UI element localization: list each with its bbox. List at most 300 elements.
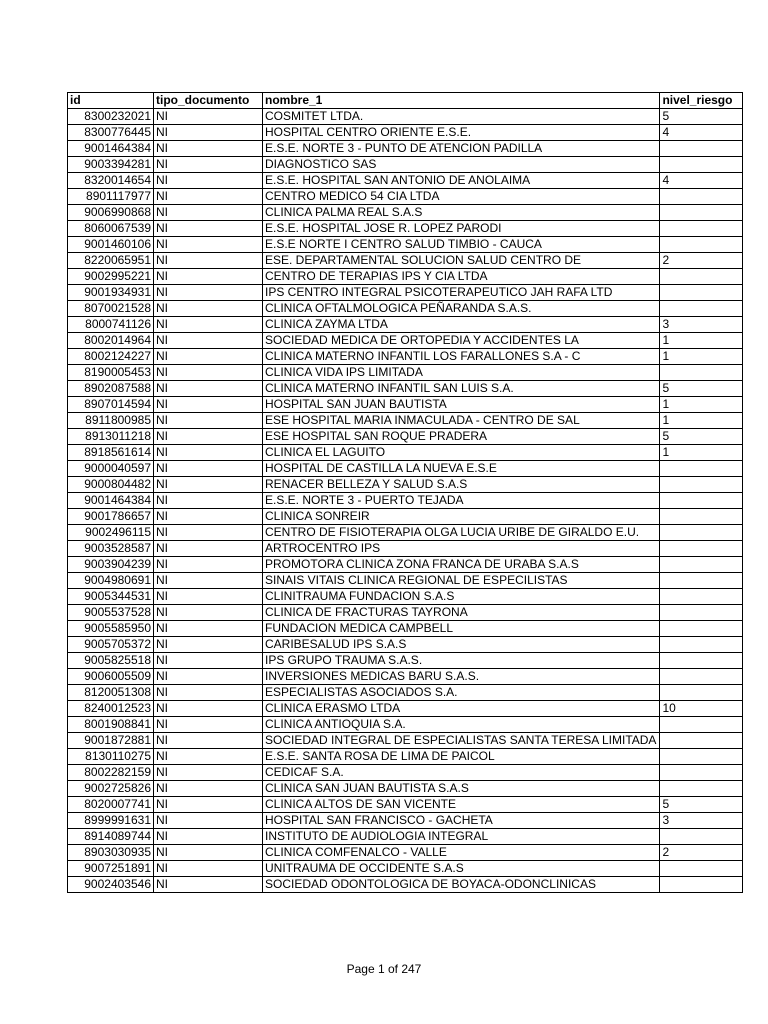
cell-id: 9000804482 bbox=[68, 477, 154, 493]
cell-id: 9002496115 bbox=[68, 525, 154, 541]
table-row bbox=[68, 605, 743, 621]
cell-id: 9003528587 bbox=[68, 541, 154, 557]
cell-nombre bbox=[263, 621, 660, 637]
cell-nombre-text: CEDICAF S.A. bbox=[265, 765, 344, 779]
cell-nombre-text: INVERSIONES MEDICAS BARU S.A.S. bbox=[265, 669, 480, 683]
table-row bbox=[68, 781, 743, 797]
cell-nombre-text: CARIBESALUD IPS S.A.S bbox=[265, 637, 407, 651]
cell-tipo-documento: NI bbox=[154, 205, 263, 221]
cell-nombre bbox=[263, 605, 660, 621]
data-sheet bbox=[67, 92, 743, 893]
cell-nivel-riesgo bbox=[660, 141, 743, 157]
cell-id: 8002282159 bbox=[68, 765, 154, 781]
cell-id: 9006005509 bbox=[68, 669, 154, 685]
cell-tipo-documento: NI bbox=[154, 861, 263, 877]
cell-tipo-documento: NI bbox=[154, 621, 263, 637]
cell-nivel-riesgo bbox=[660, 269, 743, 285]
table-row bbox=[68, 797, 743, 813]
cell-tipo-documento: NI bbox=[154, 125, 263, 141]
cell-nombre bbox=[263, 269, 660, 285]
cell-nivel-riesgo bbox=[660, 861, 743, 877]
cell-nombre-text: HOSPITAL DE CASTILLA LA NUEVA E.S.E bbox=[265, 461, 497, 475]
cell-tipo-documento: NI bbox=[154, 797, 263, 813]
cell-nombre bbox=[263, 237, 660, 253]
cell-nombre bbox=[263, 157, 660, 173]
cell-nombre-text: CENTRO DE FISIOTERAPIA OLGA LUCIA URIBE DE GIRALDO E.U. bbox=[265, 525, 640, 539]
cell-nombre bbox=[263, 845, 660, 861]
table-row bbox=[68, 493, 743, 509]
cell-id: 8001908841 bbox=[68, 717, 154, 733]
cell-nombre-text: SOCIEDAD ODONTOLOGICA DE BOYACA-ODONCLINICAS bbox=[265, 877, 596, 891]
cell-nivel-riesgo bbox=[660, 653, 743, 669]
cell-nombre-text: CLINICA SAN JUAN BAUTISTA S.A.S bbox=[265, 781, 469, 795]
cell-nombre bbox=[263, 477, 660, 493]
cell-nombre bbox=[263, 205, 660, 221]
cell-id: 8190005453 bbox=[68, 365, 154, 381]
cell-tipo-documento: NI bbox=[154, 845, 263, 861]
cell-nivel-riesgo: 5 bbox=[660, 429, 743, 445]
table-row bbox=[68, 621, 743, 637]
cell-nivel-riesgo: 3 bbox=[660, 317, 743, 333]
cell-id: 8901117977 bbox=[68, 189, 154, 205]
cell-nivel-riesgo bbox=[660, 157, 743, 173]
cell-nombre-text: FUNDACION MEDICA CAMPBELL bbox=[265, 621, 454, 635]
cell-tipo-documento: NI bbox=[154, 525, 263, 541]
cell-id: 9007251891 bbox=[68, 861, 154, 877]
cell-nivel-riesgo bbox=[660, 765, 743, 781]
table-row bbox=[68, 237, 743, 253]
cell-nivel-riesgo: 1 bbox=[660, 397, 743, 413]
cell-nivel-riesgo bbox=[660, 717, 743, 733]
header-tipo-documento: tipo_documento bbox=[154, 93, 263, 109]
cell-nivel-riesgo: 5 bbox=[660, 109, 743, 125]
cell-tipo-documento: NI bbox=[154, 685, 263, 701]
cell-id: 8020007741 bbox=[68, 797, 154, 813]
cell-id: 9002995221 bbox=[68, 269, 154, 285]
cell-id: 8903030935 bbox=[68, 845, 154, 861]
table-row bbox=[68, 269, 743, 285]
table-row bbox=[68, 381, 743, 397]
cell-nombre-text: CLINICA OFTALMOLOGICA PEÑARANDA S.A.S. bbox=[265, 301, 532, 315]
table-row bbox=[68, 221, 743, 237]
cell-nombre bbox=[263, 173, 660, 189]
cell-nombre bbox=[263, 813, 660, 829]
cell-nombre bbox=[263, 493, 660, 509]
cell-tipo-documento: NI bbox=[154, 605, 263, 621]
table-row bbox=[68, 733, 743, 749]
cell-tipo-documento: NI bbox=[154, 701, 263, 717]
cell-nombre-text: CLINICA SONREIR bbox=[265, 509, 370, 523]
cell-nivel-riesgo bbox=[660, 301, 743, 317]
table-row bbox=[68, 861, 743, 877]
cell-nombre-text: E.S.E. SANTA ROSA DE LIMA DE PAICOL bbox=[265, 749, 495, 763]
cell-id: 8999991631 bbox=[68, 813, 154, 829]
cell-nombre-text: CLINITRAUMA FUNDACION S.A.S bbox=[265, 589, 455, 603]
cell-nombre bbox=[263, 397, 660, 413]
cell-nivel-riesgo bbox=[660, 621, 743, 637]
cell-id: 8060067539 bbox=[68, 221, 154, 237]
cell-nombre bbox=[263, 701, 660, 717]
cell-nombre bbox=[263, 797, 660, 813]
cell-nivel-riesgo: 10 bbox=[660, 701, 743, 717]
table-row bbox=[68, 589, 743, 605]
table-row bbox=[68, 253, 743, 269]
cell-id: 8911800985 bbox=[68, 413, 154, 429]
cell-nombre-text: HOSPITAL SAN JUAN BAUTISTA bbox=[265, 397, 447, 411]
cell-id: 9001464384 bbox=[68, 493, 154, 509]
cell-nivel-riesgo bbox=[660, 733, 743, 749]
cell-nombre bbox=[263, 317, 660, 333]
cell-id: 9000040597 bbox=[68, 461, 154, 477]
cell-id: 8000741126 bbox=[68, 317, 154, 333]
table-row bbox=[68, 365, 743, 381]
cell-nombre bbox=[263, 557, 660, 573]
cell-tipo-documento: NI bbox=[154, 285, 263, 301]
cell-tipo-documento: NI bbox=[154, 413, 263, 429]
cell-nombre bbox=[263, 509, 660, 525]
cell-tipo-documento: NI bbox=[154, 301, 263, 317]
table-row bbox=[68, 397, 743, 413]
cell-tipo-documento: NI bbox=[154, 173, 263, 189]
cell-nivel-riesgo: 1 bbox=[660, 413, 743, 429]
cell-nombre-text: CLINICA EL LAGUITO bbox=[265, 445, 386, 459]
cell-nombre bbox=[263, 877, 660, 893]
cell-nivel-riesgo bbox=[660, 605, 743, 621]
table-row bbox=[68, 413, 743, 429]
table-row bbox=[68, 125, 743, 141]
cell-nombre-text: RENACER BELLEZA Y SALUD S.A.S bbox=[265, 477, 468, 491]
cell-nombre-text: CLINICA VIDA IPS LIMITADA bbox=[265, 365, 423, 379]
cell-nombre bbox=[263, 125, 660, 141]
cell-tipo-documento: NI bbox=[154, 461, 263, 477]
cell-tipo-documento: NI bbox=[154, 573, 263, 589]
cell-id: 9005585950 bbox=[68, 621, 154, 637]
cell-id: 9005825518 bbox=[68, 653, 154, 669]
cell-nivel-riesgo: 5 bbox=[660, 797, 743, 813]
cell-id: 8902087588 bbox=[68, 381, 154, 397]
cell-tipo-documento: NI bbox=[154, 765, 263, 781]
cell-nivel-riesgo bbox=[660, 365, 743, 381]
cell-id: 8240012523 bbox=[68, 701, 154, 717]
cell-id: 9001464384 bbox=[68, 141, 154, 157]
cell-nombre bbox=[263, 589, 660, 605]
cell-nivel-riesgo: 2 bbox=[660, 845, 743, 861]
cell-nombre-text: E.S.E. NORTE 3 - PUERTO TEJADA bbox=[265, 493, 464, 507]
cell-nombre-text: CLINICA MATERNO INFANTIL LOS FARALLONES S.A - C bbox=[265, 349, 581, 363]
cell-nombre-text: ESPECIALISTAS ASOCIADOS S.A. bbox=[265, 685, 458, 699]
cell-id: 9005344531 bbox=[68, 589, 154, 605]
cell-id: 9001460106 bbox=[68, 237, 154, 253]
table-row bbox=[68, 333, 743, 349]
cell-nivel-riesgo bbox=[660, 189, 743, 205]
table-row bbox=[68, 141, 743, 157]
cell-nombre bbox=[263, 285, 660, 301]
cell-id: 9001786657 bbox=[68, 509, 154, 525]
cell-id: 8918561614 bbox=[68, 445, 154, 461]
table-row bbox=[68, 669, 743, 685]
cell-nombre-text: DIAGNOSTICO SAS bbox=[265, 157, 377, 171]
table-row bbox=[68, 829, 743, 845]
header-nombre: nombre_1 bbox=[263, 93, 660, 109]
table-row bbox=[68, 701, 743, 717]
cell-nivel-riesgo: 4 bbox=[660, 125, 743, 141]
cell-nombre-text: SINAIS VITAIS CLINICA REGIONAL DE ESPECILISTAS bbox=[265, 573, 568, 587]
cell-tipo-documento: NI bbox=[154, 429, 263, 445]
table-row bbox=[68, 173, 743, 189]
cell-tipo-documento: NI bbox=[154, 221, 263, 237]
cell-nombre-text: HOSPITAL CENTRO ORIENTE E.S.E. bbox=[265, 125, 472, 139]
table-row bbox=[68, 845, 743, 861]
cell-nivel-riesgo bbox=[660, 669, 743, 685]
cell-nivel-riesgo bbox=[660, 221, 743, 237]
cell-nivel-riesgo bbox=[660, 285, 743, 301]
cell-nombre bbox=[263, 717, 660, 733]
cell-nivel-riesgo bbox=[660, 493, 743, 509]
cell-nivel-riesgo bbox=[660, 525, 743, 541]
table-row bbox=[68, 637, 743, 653]
cell-nivel-riesgo: 2 bbox=[660, 253, 743, 269]
cell-tipo-documento: NI bbox=[154, 749, 263, 765]
cell-tipo-documento: NI bbox=[154, 157, 263, 173]
cell-nivel-riesgo: 4 bbox=[660, 173, 743, 189]
cell-id: 9002403546 bbox=[68, 877, 154, 893]
cell-nombre-text: CENTRO MEDICO 54 CIA LTDA bbox=[265, 189, 440, 203]
cell-nivel-riesgo: 5 bbox=[660, 381, 743, 397]
cell-nombre-text: COSMITET LTDA. bbox=[265, 109, 364, 123]
table-row bbox=[68, 349, 743, 365]
cell-nombre bbox=[263, 861, 660, 877]
cell-nombre bbox=[263, 381, 660, 397]
cell-nombre bbox=[263, 573, 660, 589]
cell-nivel-riesgo bbox=[660, 829, 743, 845]
cell-tipo-documento: NI bbox=[154, 237, 263, 253]
cell-id: 9005537528 bbox=[68, 605, 154, 621]
cell-nombre-text: CENTRO DE TERAPIAS IPS Y CIA LTDA bbox=[265, 269, 488, 283]
cell-id: 9002725826 bbox=[68, 781, 154, 797]
cell-nombre-text: ARTROCENTRO IPS bbox=[265, 541, 381, 555]
cell-tipo-documento: NI bbox=[154, 445, 263, 461]
cell-tipo-documento: NI bbox=[154, 381, 263, 397]
page-footer: Page 1 of 247 bbox=[346, 962, 422, 976]
cell-tipo-documento: NI bbox=[154, 317, 263, 333]
cell-nivel-riesgo: 1 bbox=[660, 333, 743, 349]
cell-tipo-documento: NI bbox=[154, 733, 263, 749]
cell-nivel-riesgo bbox=[660, 685, 743, 701]
cell-nombre-text: IPS CENTRO INTEGRAL PSICOTERAPEUTICO JAH RAFA LTD bbox=[265, 285, 613, 299]
cell-nombre bbox=[263, 189, 660, 205]
cell-tipo-documento: NI bbox=[154, 829, 263, 845]
cell-nombre-text: ESE HOSPITAL MARIA INMACULADA - CENTRO DE SAL bbox=[265, 413, 580, 427]
table-row bbox=[68, 765, 743, 781]
cell-tipo-documento: NI bbox=[154, 877, 263, 893]
cell-id: 9005705372 bbox=[68, 637, 154, 653]
cell-tipo-documento: NI bbox=[154, 541, 263, 557]
cell-nivel-riesgo bbox=[660, 557, 743, 573]
header-row bbox=[68, 93, 743, 109]
cell-tipo-documento: NI bbox=[154, 253, 263, 269]
cell-tipo-documento: NI bbox=[154, 589, 263, 605]
cell-id: 9003904239 bbox=[68, 557, 154, 573]
table-row bbox=[68, 877, 743, 893]
cell-nombre-text: E.S.E. NORTE 3 - PUNTO DE ATENCION PADILLA bbox=[265, 141, 543, 155]
cell-tipo-documento: NI bbox=[154, 269, 263, 285]
cell-nombre bbox=[263, 525, 660, 541]
cell-nombre bbox=[263, 429, 660, 445]
table-row bbox=[68, 541, 743, 557]
cell-nivel-riesgo bbox=[660, 461, 743, 477]
cell-nombre-text: SOCIEDAD INTEGRAL DE ESPECIALISTAS SANTA TERESA LIMITADA bbox=[265, 733, 657, 747]
cell-nombre-text: CLINICA COMFENALCO - VALLE bbox=[265, 845, 447, 859]
cell-tipo-documento: NI bbox=[154, 813, 263, 829]
cell-tipo-documento: NI bbox=[154, 493, 263, 509]
cell-nombre-text: CLINICA ERASMO LTDA bbox=[265, 701, 401, 715]
table-row bbox=[68, 317, 743, 333]
table-row bbox=[68, 301, 743, 317]
cell-nombre-text: ESE. DEPARTAMENTAL SOLUCION SALUD CENTRO DE bbox=[265, 253, 582, 267]
cell-nombre-text: ESE HOSPITAL SAN ROQUE PRADERA bbox=[265, 429, 488, 443]
table-row bbox=[68, 525, 743, 541]
cell-nivel-riesgo bbox=[660, 573, 743, 589]
cell-tipo-documento: NI bbox=[154, 781, 263, 797]
cell-id: 8002014964 bbox=[68, 333, 154, 349]
table-row bbox=[68, 653, 743, 669]
cell-tipo-documento: NI bbox=[154, 717, 263, 733]
cell-nombre bbox=[263, 461, 660, 477]
cell-nombre-text: E.S.E NORTE I CENTRO SALUD TIMBIO - CAUCA bbox=[265, 237, 542, 251]
cell-id: 8002124227 bbox=[68, 349, 154, 365]
table-row bbox=[68, 749, 743, 765]
cell-nivel-riesgo bbox=[660, 541, 743, 557]
cell-nivel-riesgo: 3 bbox=[660, 813, 743, 829]
cell-nivel-riesgo bbox=[660, 509, 743, 525]
cell-tipo-documento: NI bbox=[154, 557, 263, 573]
cell-nivel-riesgo bbox=[660, 237, 743, 253]
cell-id: 8300776445 bbox=[68, 125, 154, 141]
cell-nombre-text: UNITRAUMA DE OCCIDENTE S.A.S bbox=[265, 861, 464, 875]
cell-nombre-text: E.S.E. HOSPITAL SAN ANTONIO DE ANOLAIMA bbox=[265, 173, 531, 187]
table-row bbox=[68, 717, 743, 733]
cell-tipo-documento: NI bbox=[154, 333, 263, 349]
cell-nombre-text: CLINICA MATERNO INFANTIL SAN LUIS S.A. bbox=[265, 381, 514, 395]
cell-tipo-documento: NI bbox=[154, 477, 263, 493]
cell-nombre bbox=[263, 765, 660, 781]
cell-nombre bbox=[263, 749, 660, 765]
cell-nivel-riesgo bbox=[660, 749, 743, 765]
cell-nombre bbox=[263, 301, 660, 317]
cell-id: 8300232021 bbox=[68, 109, 154, 125]
cell-tipo-documento: NI bbox=[154, 365, 263, 381]
cell-nombre bbox=[263, 141, 660, 157]
cell-nombre bbox=[263, 445, 660, 461]
header-id: id bbox=[68, 93, 154, 109]
cell-nombre-text: IPS GRUPO TRAUMA S.A.S. bbox=[265, 653, 423, 667]
cell-id: 9006990868 bbox=[68, 205, 154, 221]
cell-nivel-riesgo bbox=[660, 477, 743, 493]
cell-nombre bbox=[263, 109, 660, 125]
cell-id: 8120051308 bbox=[68, 685, 154, 701]
cell-id: 9004980691 bbox=[68, 573, 154, 589]
cell-nombre-text: SOCIEDAD MEDICA DE ORTOPEDIA Y ACCIDENTES LA bbox=[265, 333, 579, 347]
cell-nombre-text: HOSPITAL SAN FRANCISCO - GACHETA bbox=[265, 813, 493, 827]
cell-nombre bbox=[263, 333, 660, 349]
cell-id: 9003394281 bbox=[68, 157, 154, 173]
cell-nivel-riesgo bbox=[660, 637, 743, 653]
cell-id: 8913011218 bbox=[68, 429, 154, 445]
cell-tipo-documento: NI bbox=[154, 109, 263, 125]
table-row bbox=[68, 573, 743, 589]
cell-nombre-text: E.S.E. HOSPITAL JOSE R. LOPEZ PARODI bbox=[265, 221, 502, 235]
cell-tipo-documento: NI bbox=[154, 349, 263, 365]
cell-nombre bbox=[263, 653, 660, 669]
providers-table bbox=[67, 92, 743, 893]
cell-tipo-documento: NI bbox=[154, 189, 263, 205]
table-row bbox=[68, 509, 743, 525]
header-nivel-riesgo: nivel_riesgo bbox=[660, 93, 743, 109]
cell-nivel-riesgo: 1 bbox=[660, 349, 743, 365]
table-row bbox=[68, 461, 743, 477]
cell-nombre bbox=[263, 365, 660, 381]
cell-id: 8130110275 bbox=[68, 749, 154, 765]
cell-id: 9001934931 bbox=[68, 285, 154, 301]
cell-tipo-documento: NI bbox=[154, 669, 263, 685]
cell-nivel-riesgo bbox=[660, 781, 743, 797]
table-row bbox=[68, 685, 743, 701]
cell-nombre-text: CLINICA ZAYMA LTDA bbox=[265, 317, 388, 331]
cell-tipo-documento: NI bbox=[154, 653, 263, 669]
cell-id: 9001872881 bbox=[68, 733, 154, 749]
cell-nombre-text: CLINICA PALMA REAL S.A.S bbox=[265, 205, 423, 219]
table-row bbox=[68, 477, 743, 493]
cell-nombre-text: CLINICA DE FRACTURAS TAYRONA bbox=[265, 605, 468, 619]
cell-nombre bbox=[263, 733, 660, 749]
table-row bbox=[68, 205, 743, 221]
table-row bbox=[68, 109, 743, 125]
table-row bbox=[68, 429, 743, 445]
cell-nombre-text: CLINICA ANTIOQUIA S.A. bbox=[265, 717, 406, 731]
cell-tipo-documento: NI bbox=[154, 637, 263, 653]
cell-nombre bbox=[263, 253, 660, 269]
table-row bbox=[68, 445, 743, 461]
cell-nombre bbox=[263, 829, 660, 845]
table-row bbox=[68, 557, 743, 573]
cell-tipo-documento: NI bbox=[154, 397, 263, 413]
cell-tipo-documento: NI bbox=[154, 509, 263, 525]
cell-nombre bbox=[263, 685, 660, 701]
table-row bbox=[68, 189, 743, 205]
cell-nivel-riesgo bbox=[660, 877, 743, 893]
table-row bbox=[68, 813, 743, 829]
cell-nombre bbox=[263, 349, 660, 365]
cell-nivel-riesgo bbox=[660, 589, 743, 605]
cell-nivel-riesgo: 1 bbox=[660, 445, 743, 461]
cell-nombre bbox=[263, 781, 660, 797]
cell-nombre-text: INSTITUTO DE AUDIOLOGIA INTEGRAL bbox=[265, 829, 489, 843]
table-row bbox=[68, 157, 743, 173]
cell-nombre-text: CLINICA ALTOS DE SAN VICENTE bbox=[265, 797, 456, 811]
table-row bbox=[68, 285, 743, 301]
cell-id: 8320014654 bbox=[68, 173, 154, 189]
cell-nombre bbox=[263, 541, 660, 557]
cell-nombre-text: PROMOTORA CLINICA ZONA FRANCA DE URABA S.A.S bbox=[265, 557, 579, 571]
cell-nivel-riesgo bbox=[660, 205, 743, 221]
cell-nombre bbox=[263, 669, 660, 685]
cell-nombre bbox=[263, 637, 660, 653]
cell-nombre bbox=[263, 413, 660, 429]
cell-id: 8907014594 bbox=[68, 397, 154, 413]
cell-id: 8914089744 bbox=[68, 829, 154, 845]
cell-nombre bbox=[263, 221, 660, 237]
cell-tipo-documento: NI bbox=[154, 141, 263, 157]
